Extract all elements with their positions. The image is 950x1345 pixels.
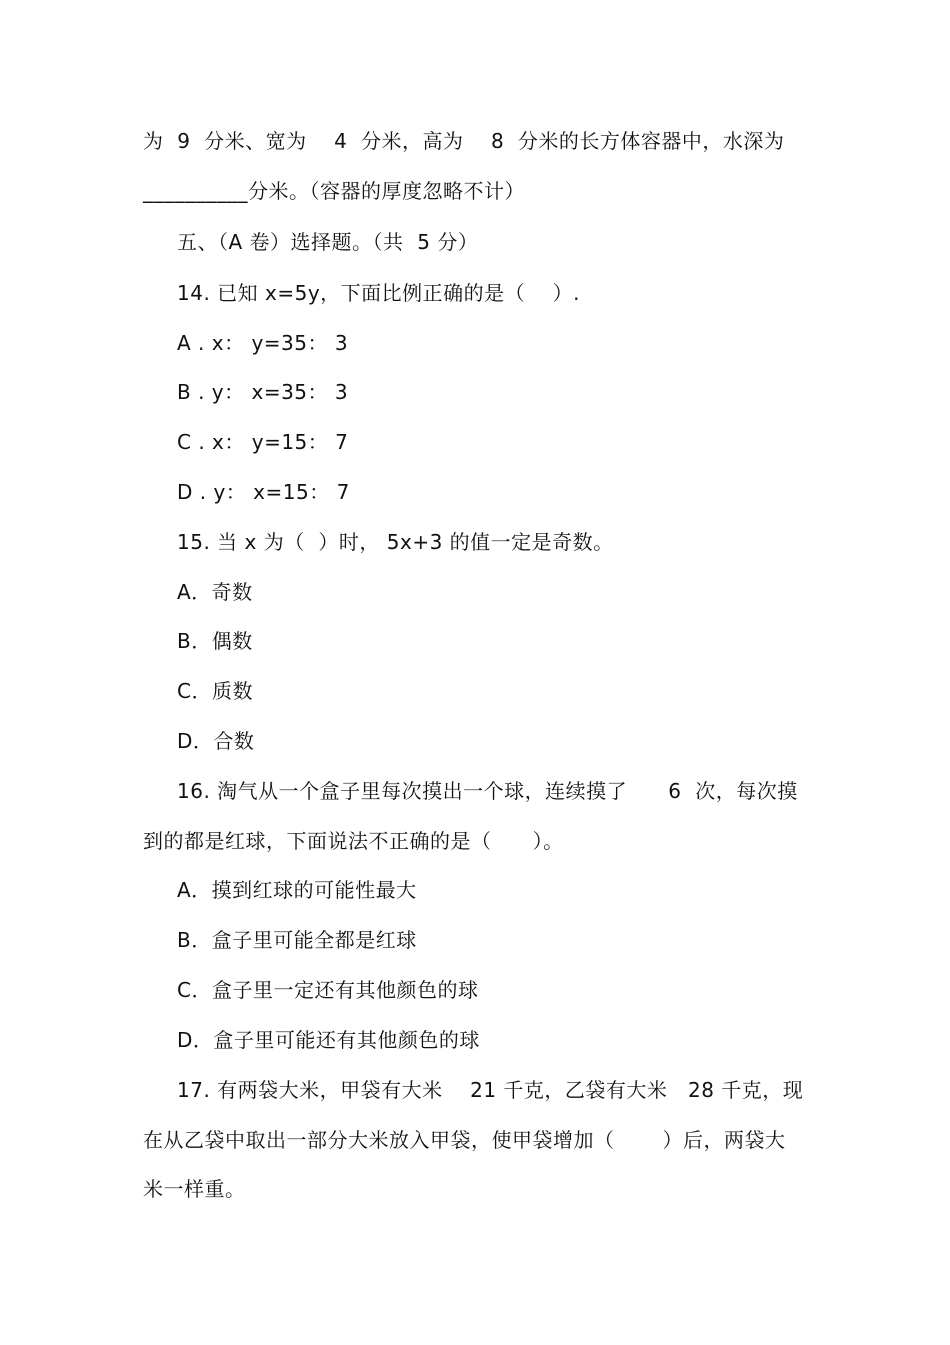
question-16-option-c: C．盒子里一定还有其他颜色的球 [177, 978, 479, 1002]
problem-13-continuation-line-2: __________分米。（容器的厚度忽略不计） [143, 179, 525, 203]
question-15-option-a: A．奇数 [177, 580, 253, 604]
question-16-option-b: B．盒子里可能全都是红球 [177, 928, 417, 952]
question-14-stem: 14. 已知 x=5y，下面比例正确的是（ ）. [177, 281, 580, 305]
problem-13-continuation-line-1: 为 9 分米、宽为 4 分米，高为 8 分米的长方体容器中，水深为 [143, 129, 785, 153]
question-15-stem: 15. 当 x 为（ ）时， 5x+3 的值一定是奇数。 [177, 530, 614, 554]
question-14-option-b: B . y： x=35： 3 [177, 380, 349, 404]
question-14-option-a: A . x： y=35： 3 [177, 331, 349, 355]
question-17-stem-line-2: 在从乙袋中取出一部分大米放入甲袋，使甲袋增加（ ）后，两袋大 [143, 1128, 786, 1152]
question-16-stem-line-2: 到的都是红球，下面说法不正确的是（ ）。 [143, 829, 564, 853]
question-17-stem-line-1: 17. 有两袋大米，甲袋有大米 21 千克，乙袋有大米 28 千克，现 [177, 1078, 804, 1102]
question-14-option-c: C . x： y=15： 7 [177, 430, 349, 454]
section-heading: 五、（A 卷）选择题。（共 5 分） [177, 230, 479, 254]
question-15-option-d: D．合数 [177, 729, 255, 753]
question-16-option-a: A．摸到红球的可能性最大 [177, 878, 417, 902]
question-16-option-d: D．盒子里可能还有其他颜色的球 [177, 1028, 480, 1052]
question-16-stem-line-1: 16. 淘气从一个盒子里每次摸出一个球，连续摸了 6 次，每次摸 [177, 779, 798, 803]
question-15-option-b: B．偶数 [177, 629, 253, 653]
question-17-stem-line-3: 米一样重。 [143, 1177, 246, 1201]
question-14-option-d: D . y： x=15： 7 [177, 480, 350, 504]
question-15-option-c: C．质数 [177, 679, 253, 703]
